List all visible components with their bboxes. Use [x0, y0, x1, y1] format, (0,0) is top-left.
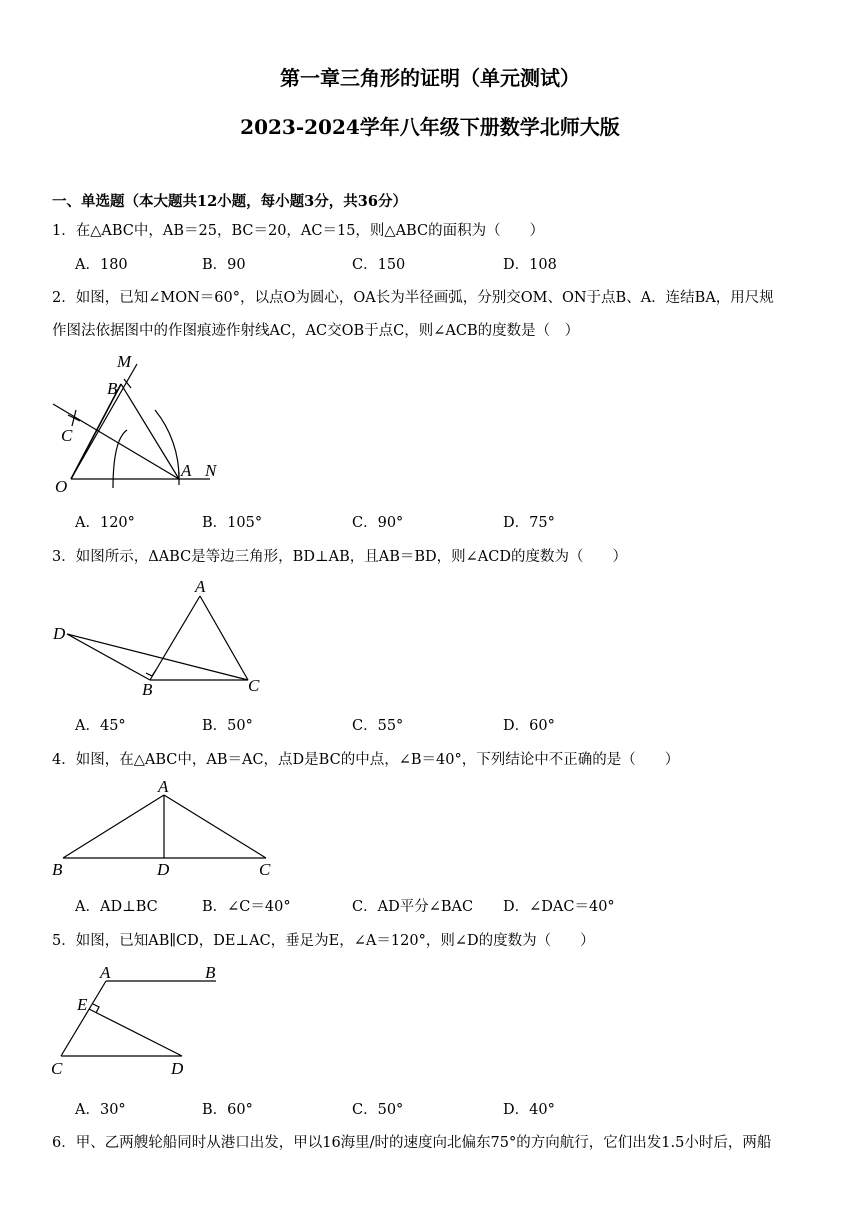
label-e: E	[77, 995, 88, 1014]
label-b: B	[205, 963, 216, 982]
label-b: B	[52, 860, 63, 879]
section-heading: 一、单选题（本大题共12小题，每小题3分，共36分）	[52, 193, 407, 210]
choice-c[interactable]: C．AD平分∠BAC	[352, 899, 474, 915]
label-a: A	[158, 777, 169, 796]
label-d: D	[53, 624, 66, 643]
choice-d[interactable]: D．∠DAC＝40°	[503, 899, 615, 915]
question-5-choices	[75, 1098, 775, 1118]
label-c: C	[51, 1059, 63, 1078]
label-c: C	[259, 860, 271, 879]
label-m: M	[117, 352, 132, 371]
choice-b[interactable]: B．50°	[202, 718, 253, 734]
question-3-figure	[50, 578, 280, 698]
question-2-figure	[45, 348, 245, 498]
label-a: A	[195, 577, 206, 596]
question-2-stem-line2: 作图法依据图中的作图痕迹作射线AC，AC交OB于点C，则∠ACB的度数是（ ）	[52, 323, 580, 339]
label-a: A	[100, 963, 111, 982]
choice-b[interactable]: B．60°	[202, 1102, 253, 1118]
question-3-stem: 3．如图所示，ΔABC是等边三角形，BD⊥AB，且AB＝BD，则∠ACD的度数为（ ）	[52, 549, 627, 565]
choice-c[interactable]: C．50°	[352, 1102, 404, 1118]
page-title-line2: 2023-2024学年八年级下册数学北师大版	[240, 115, 620, 139]
label-d: D	[157, 860, 170, 879]
choice-d[interactable]: D．75°	[503, 515, 555, 531]
choice-c[interactable]: C．90°	[352, 515, 404, 531]
choice-b[interactable]: B．90	[202, 257, 246, 273]
label-c: C	[248, 676, 260, 695]
choice-a[interactable]: A．120°	[75, 515, 135, 531]
choice-a[interactable]: A．180	[75, 257, 128, 273]
question-6-stem: 6．甲、乙两艘轮船同时从港口出发，甲以16海里/时的速度向北偏东75°的方向航行，它们出发1.5小时后，两船	[52, 1135, 772, 1151]
question-1-choices	[75, 253, 775, 273]
choice-c[interactable]: C．150	[352, 257, 406, 273]
question-2-stem-line1: 2．如图，已知∠MON＝60°，以点O为圆心，OA长为半径画弧，分别交OM、ON于点B、A．连结BA，用尺规	[52, 290, 774, 306]
label-a: A	[181, 461, 192, 480]
choice-a[interactable]: A．45°	[75, 718, 126, 734]
question-2-choices	[75, 511, 775, 531]
question-4-figure	[50, 778, 290, 878]
question-5-figure	[48, 960, 248, 1080]
label-b: B	[107, 379, 118, 398]
choice-d[interactable]: D．40°	[503, 1102, 555, 1118]
choice-d[interactable]: D．60°	[503, 718, 555, 734]
question-5-stem: 5．如图，已知AB∥CD，DE⊥AC，垂足为E，∠A＝120°，则∠D的度数为（ ）	[52, 933, 595, 949]
label-n: N	[205, 461, 217, 480]
question-3-choices	[75, 714, 775, 734]
choice-a[interactable]: A．30°	[75, 1102, 126, 1118]
label-o: O	[55, 477, 68, 496]
question-4-choices	[75, 895, 775, 915]
choice-c[interactable]: C．55°	[352, 718, 404, 734]
page-title-line1: 第一章三角形的证明（单元测试）	[280, 66, 580, 90]
question-1-stem: 1．在△ABC中，AB＝25，BC＝20，AC＝15，则△ABC的面积为（ ）	[52, 223, 545, 239]
label-b: B	[142, 680, 153, 699]
label-d: D	[171, 1059, 184, 1078]
choice-b[interactable]: B．105°	[202, 515, 263, 531]
choice-a[interactable]: A．AD⊥BC	[75, 899, 158, 915]
choice-b[interactable]: B．∠C＝40°	[202, 899, 291, 915]
label-c: C	[61, 426, 73, 445]
question-4-stem: 4．如图，在△ABC中，AB＝AC，点D是BC的中点，∠B＝40°，下列结论中不正确的是（ ）	[52, 752, 680, 768]
choice-d[interactable]: D．108	[503, 257, 557, 273]
